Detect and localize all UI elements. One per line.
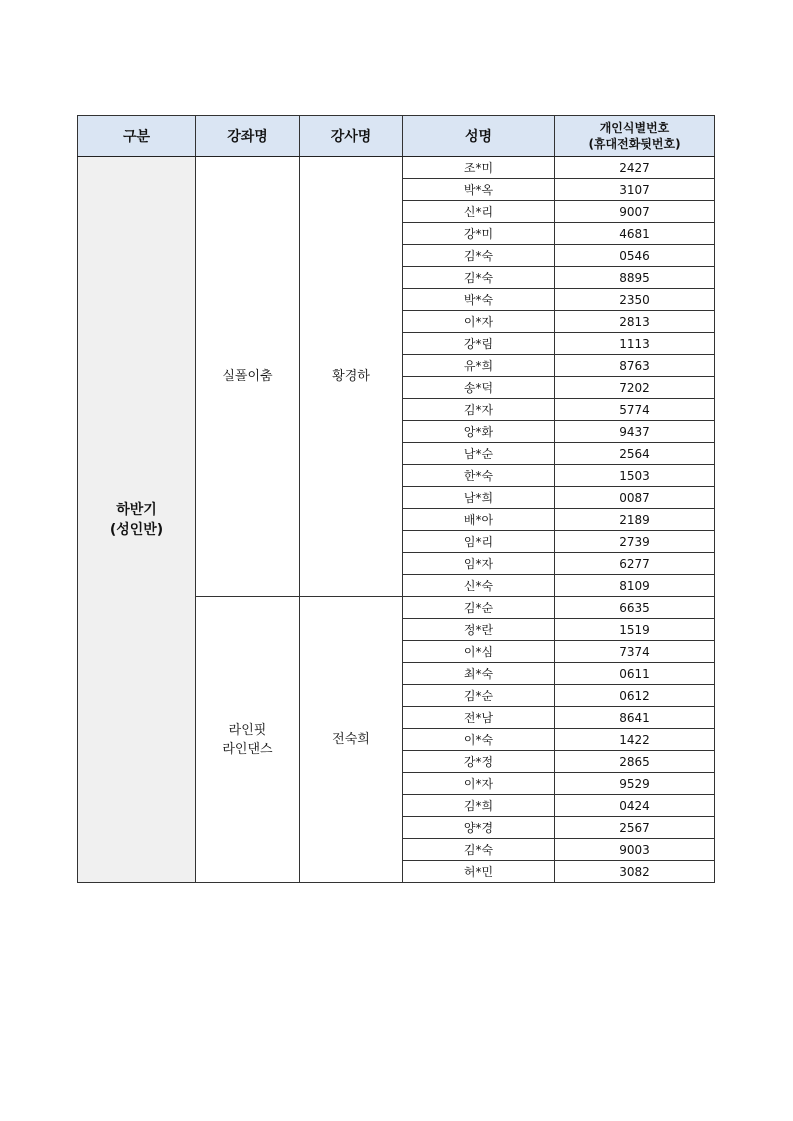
- header-row: [78, 116, 715, 157]
- personal-id-cell: 1422: [555, 729, 715, 751]
- personal-id-cell: 0611: [555, 663, 715, 685]
- personal-id-cell: 2350: [555, 289, 715, 311]
- student-name-cell: 김*숙: [403, 267, 555, 289]
- course-cell: [196, 597, 300, 883]
- division-cell: [78, 157, 196, 883]
- personal-id-cell: 8641: [555, 707, 715, 729]
- student-name-cell: 양*경: [403, 817, 555, 839]
- personal-id-cell: 9007: [555, 201, 715, 223]
- header-personal-id-line2: (휴대전화뒷번호): [588, 137, 681, 151]
- personal-id-cell: 2189: [555, 509, 715, 531]
- student-name-cell: 남*희: [403, 487, 555, 509]
- student-name-cell: 김*숙: [403, 245, 555, 267]
- student-name-cell: 박*숙: [403, 289, 555, 311]
- student-name-cell: 남*순: [403, 443, 555, 465]
- roster-table: [77, 115, 715, 883]
- student-name-cell: 박*옥: [403, 179, 555, 201]
- course-name-line2: 라인댄스: [222, 741, 273, 757]
- personal-id-cell: 3107: [555, 179, 715, 201]
- student-name-cell: 송*덕: [403, 377, 555, 399]
- student-name-cell: 강*림: [403, 333, 555, 355]
- personal-id-cell: 5774: [555, 399, 715, 421]
- personal-id-cell: 6635: [555, 597, 715, 619]
- personal-id-cell: 1503: [555, 465, 715, 487]
- table-row: [78, 157, 715, 179]
- student-name-cell: 배*아: [403, 509, 555, 531]
- student-name-cell: 정*란: [403, 619, 555, 641]
- student-name-cell: 조*미: [403, 157, 555, 179]
- personal-id-cell: 0424: [555, 795, 715, 817]
- roster-body: [78, 157, 715, 883]
- student-name-cell: 김*순: [403, 685, 555, 707]
- student-name-cell: 최*숙: [403, 663, 555, 685]
- personal-id-cell: 4681: [555, 223, 715, 245]
- student-name-cell: 김*자: [403, 399, 555, 421]
- student-name-cell: 이*자: [403, 773, 555, 795]
- personal-id-cell: 8109: [555, 575, 715, 597]
- student-name-cell: 전*남: [403, 707, 555, 729]
- student-name-cell: 김*순: [403, 597, 555, 619]
- personal-id-cell: 1519: [555, 619, 715, 641]
- student-name-cell: 강*정: [403, 751, 555, 773]
- personal-id-cell: 8763: [555, 355, 715, 377]
- personal-id-cell: 2564: [555, 443, 715, 465]
- student-name-cell: 김*숙: [403, 839, 555, 861]
- student-name-cell: 이*숙: [403, 729, 555, 751]
- personal-id-cell: 3082: [555, 861, 715, 883]
- student-name-cell: 신*리: [403, 201, 555, 223]
- student-name-cell: 임*리: [403, 531, 555, 553]
- division-line1: 하반기: [116, 501, 157, 518]
- personal-id-cell: 9529: [555, 773, 715, 795]
- student-name-cell: 임*자: [403, 553, 555, 575]
- division-line2: (성인반): [109, 521, 164, 538]
- personal-id-cell: 2567: [555, 817, 715, 839]
- personal-id-cell: 2739: [555, 531, 715, 553]
- student-name-cell: 강*미: [403, 223, 555, 245]
- student-name-cell: 유*희: [403, 355, 555, 377]
- personal-id-cell: 0546: [555, 245, 715, 267]
- personal-id-cell: 0612: [555, 685, 715, 707]
- course-name-line1: 실폴이춤: [222, 369, 273, 384]
- header-course: 강좌명: [196, 116, 300, 157]
- instructor-cell: 황경하: [300, 157, 403, 597]
- course-cell: [196, 157, 300, 597]
- personal-id-cell: 7202: [555, 377, 715, 399]
- personal-id-cell: 7374: [555, 641, 715, 663]
- header-personal-id: [555, 116, 715, 157]
- student-name-cell: 이*자: [403, 311, 555, 333]
- student-name-cell: 이*심: [403, 641, 555, 663]
- student-name-cell: 앙*화: [403, 421, 555, 443]
- header-personal-id-line1: 개인식별번호: [599, 121, 670, 135]
- student-name-cell: 허*민: [403, 861, 555, 883]
- instructor-cell: 전숙희: [300, 597, 403, 883]
- personal-id-cell: 2865: [555, 751, 715, 773]
- student-name-cell: 김*희: [403, 795, 555, 817]
- personal-id-cell: 2813: [555, 311, 715, 333]
- header-name: 성명: [403, 116, 555, 157]
- personal-id-cell: 9437: [555, 421, 715, 443]
- personal-id-cell: 0087: [555, 487, 715, 509]
- header-instructor: 강사명: [300, 116, 403, 157]
- personal-id-cell: 1113: [555, 333, 715, 355]
- personal-id-cell: 2427: [555, 157, 715, 179]
- course-name-line1: 라인핏: [228, 722, 267, 738]
- personal-id-cell: 8895: [555, 267, 715, 289]
- personal-id-cell: 9003: [555, 839, 715, 861]
- personal-id-cell: 6277: [555, 553, 715, 575]
- student-name-cell: 신*숙: [403, 575, 555, 597]
- student-name-cell: 한*숙: [403, 465, 555, 487]
- header-division: 구분: [78, 116, 196, 157]
